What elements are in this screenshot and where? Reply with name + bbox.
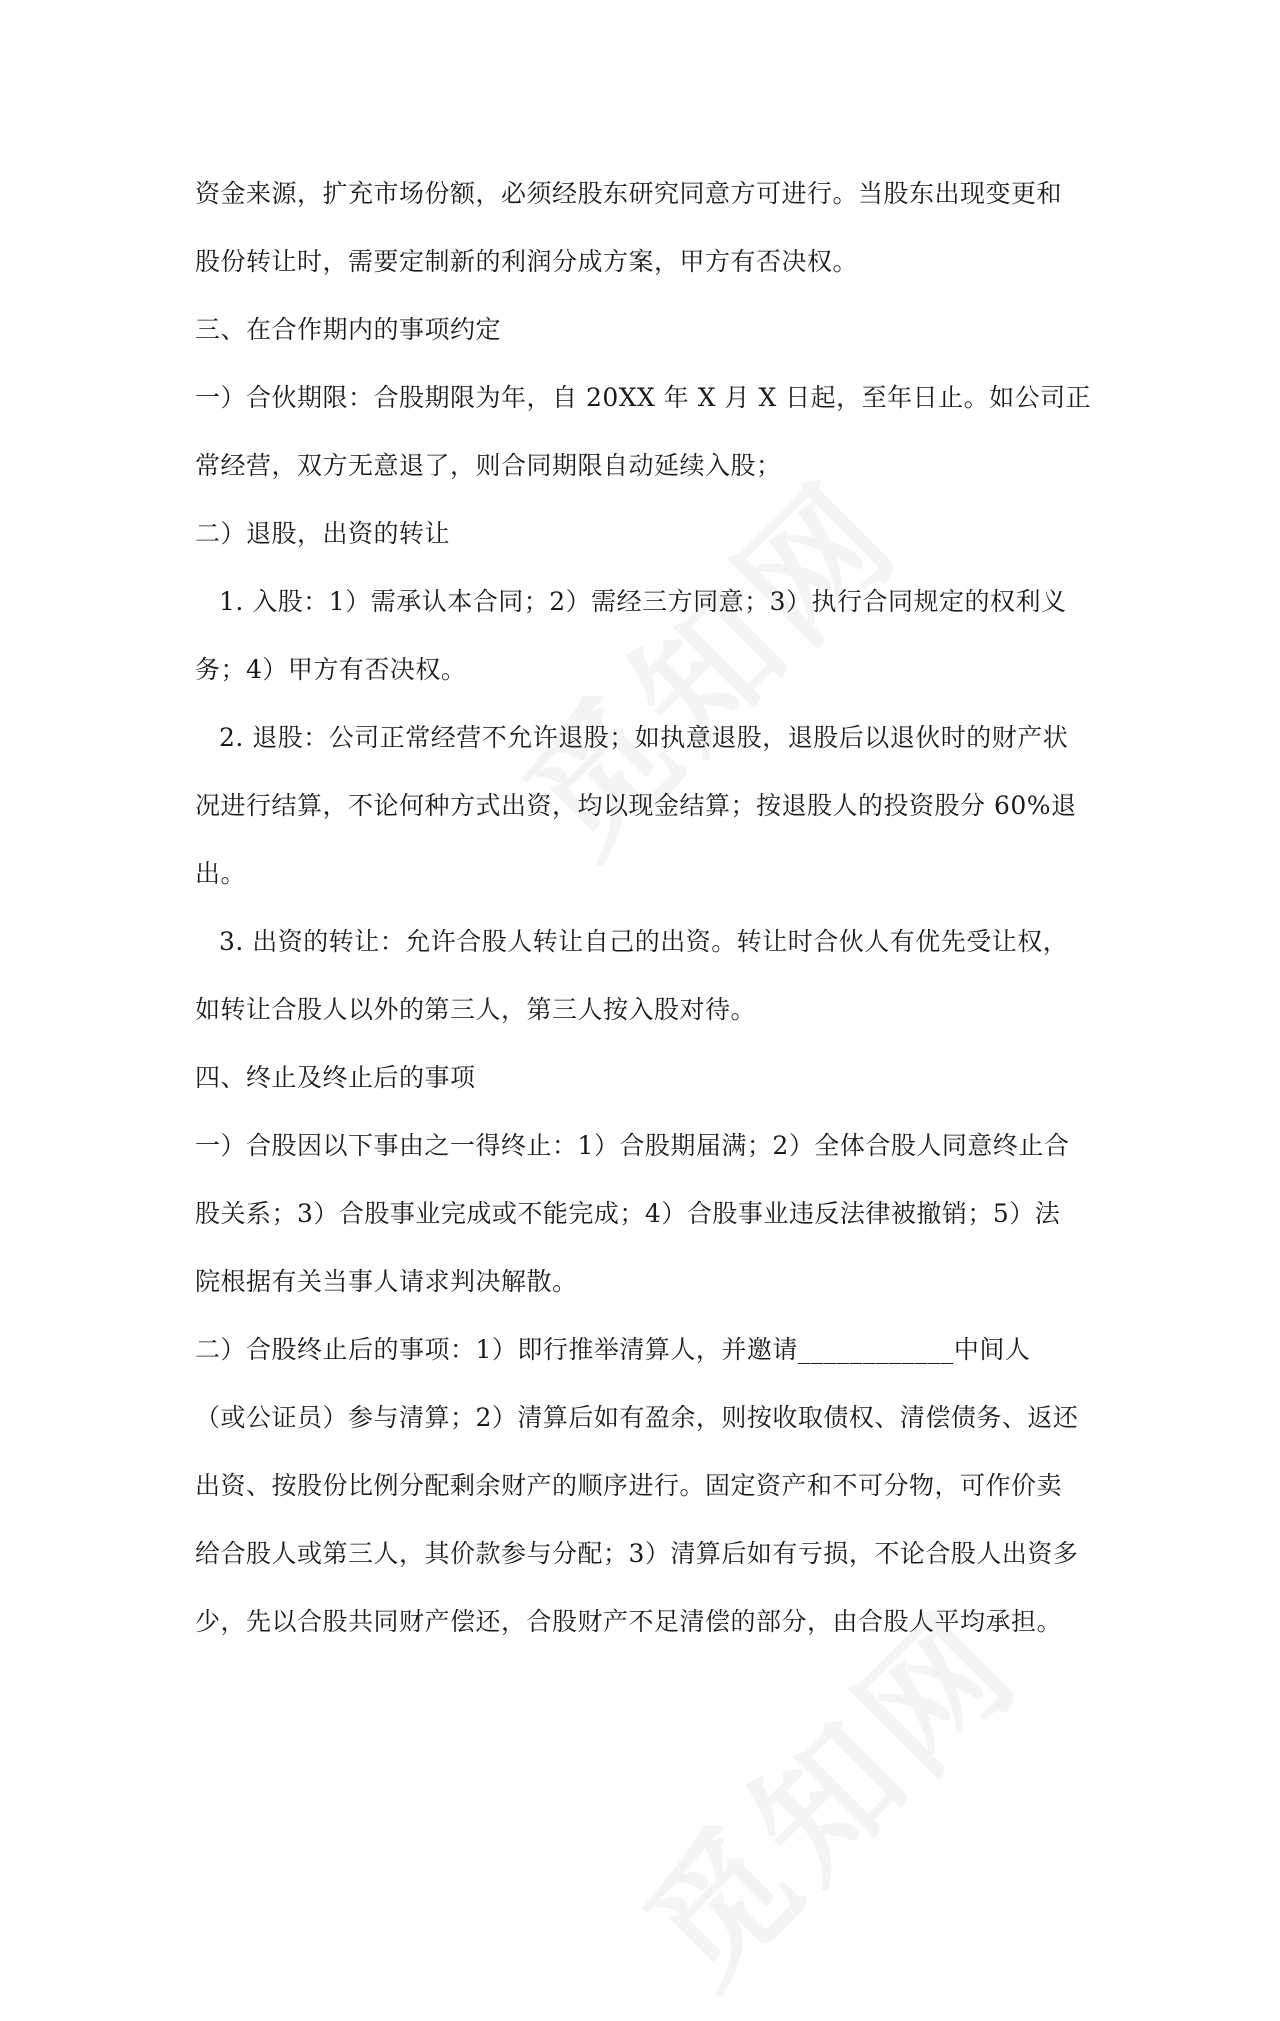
text-line: 一）合伙期限：合股期限为年，自 20XX 年 X 月 X 日起，至年日止。如公司正	[195, 383, 1092, 412]
text-line: 院根据有关当事人请求判决解散。	[195, 1267, 578, 1296]
text-line: 出。	[195, 859, 247, 888]
text-line: 股关系；3）合股事业完成或不能完成；4）合股事业违反法律被撤销；5）法	[195, 1199, 1061, 1228]
list-item: 3. 出资的转让：允许合股人转让自己的出资。转让时合伙人有优先受让权，	[219, 927, 1069, 956]
text-line: 出资、按股份比例分配剩余财产的顺序进行。固定资产和不可分物，可作价卖	[195, 1471, 1063, 1500]
text-line: 况进行结算，不论何种方式出资，均以现金结算；按退股人的投资股分 60%退	[195, 791, 1077, 820]
text-line: 务；4）甲方有否决权。	[195, 655, 467, 684]
subsection-heading: 二）退股，出资的转让	[195, 519, 451, 548]
text-line: （或公证员）参与清算；2）清算后如有盈余，则按收取债权、清偿债务、返还	[195, 1403, 1079, 1432]
text-line: 二）合股终止后的事项：1）即行推举清算人，并邀请____________中间人	[195, 1335, 1031, 1364]
text-line: 给合股人或第三人，其价款参与分配；3）清算后如有亏损，不论合股人出资多	[195, 1539, 1079, 1568]
section-heading: 三、在合作期内的事项约定	[195, 315, 502, 344]
text-line: 资金来源，扩充市场份额，必须经股东研究同意方可进行。当股东出现变更和	[195, 179, 1063, 208]
document-body	[195, 160, 1095, 1656]
text-line: 少，先以合股共同财产偿还，合股财产不足清偿的部分，由合股人平均承担。	[195, 1607, 1063, 1636]
text-line: 一）合股因以下事由之一得终止：1）合股期届满；2）全体合股人同意终止合	[195, 1131, 1070, 1160]
section-heading: 四、终止及终止后的事项	[195, 1063, 476, 1092]
text-line: 常经营，双方无意退了，则合同期限自动延续入股；	[195, 451, 782, 480]
list-item: 2. 退股：公司正常经营不允许退股；如执意退股，退股后以退伙时的财产状	[219, 723, 1069, 752]
list-item: 1. 入股：1）需承认本合同；2）需经三方同意；3）执行合同规定的权利义	[219, 587, 1067, 616]
text-line: 如转让合股人以外的第三人，第三人按入股对待。	[195, 995, 757, 1024]
text-line: 股份转让时，需要定制新的利润分成方案，甲方有否决权。	[195, 247, 859, 276]
